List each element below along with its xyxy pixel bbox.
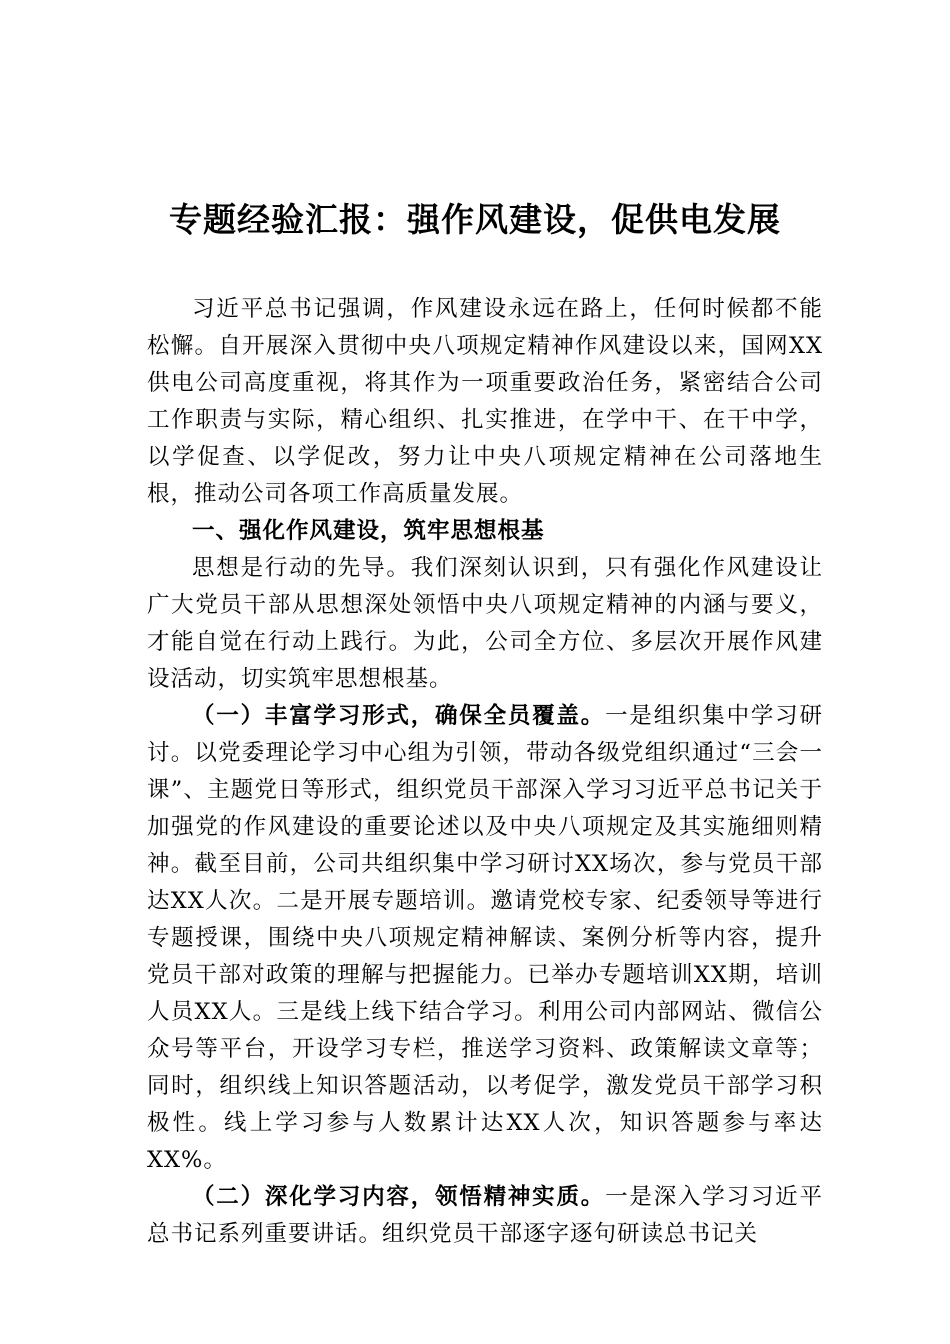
document-title: 专题经验汇报：强作风建设，促供电发展 bbox=[169, 200, 781, 239]
section-1-paragraph: 思想是行动的先导。我们深刻认识到，只有强化作风建设让广大党员干部从思想深处领悟中央八项规定精神的内涵与要义，才能自觉在行动上践行。为此，公司全方位、多层次开展作风建设活动，切实筑牢思想根基。 bbox=[147, 555, 823, 692]
intro-paragraph: 习近平总书记强调，作风建设永远在路上，任何时候都不能松懈。自开展深入贯彻中央八项规定精神作风建设以来，国网XX供电公司高度重视，将其作为一项重要政治任务，紧密结合公司工作职责与实际，精心组织、扎实推进，在学中干、在干中学，以学促查、以学促改，努力让中央八项规定精神在公司落地生根，推动公司各项工作高质量发展。 bbox=[147, 296, 823, 507]
subsection-1-text: 一是组织集中学习研讨。以党委理论学习中心组为引领，带动各级党组织通过“三会一课”、主题党日等形式，组织党员干部深入学习习近平总书记关于加强党的作风建设的重要论述以及中央八项规定及其实施细则精神。截至目前，公司共组织集中学习研讨XX场次，参与党员干部达XX人次。二是开展专题培训。邀请党校专家、纪委领导等进行专题授课，围绕中央八项规定精神解读、案例分析等内容，提升党员干部对政策的理解与把握能力。已举办专题培训XX期，培训人员XX人。三是线上线下结合学习。利用公司内部网站、微信公众号等平台，开设学习专栏，推送学习资料、政策解读文章等；同时，组织线上知识答题活动，以考促学，激发党员干部学习积极性。线上学习参与人数累计达XX人次，知识答题参与率达XX%。 bbox=[147, 703, 823, 1173]
section-heading-1: 一、强化作风建设，筑牢思想根基 bbox=[192, 518, 545, 544]
subsection-2-paragraph bbox=[147, 1179, 823, 1253]
subsection-2-text: 一是深入学习习近平总书记系列重要讲话。组织党员干部逐字逐句研读总书记关 bbox=[147, 1184, 823, 1247]
document-body bbox=[147, 291, 823, 1253]
subsection-1-lead: （一）丰富学习形式，确保全员覆盖。 bbox=[192, 703, 606, 729]
subsection-1-paragraph bbox=[147, 698, 823, 1179]
subsection-2-lead: （二）深化学习内容，领悟精神实质。 bbox=[192, 1184, 606, 1210]
